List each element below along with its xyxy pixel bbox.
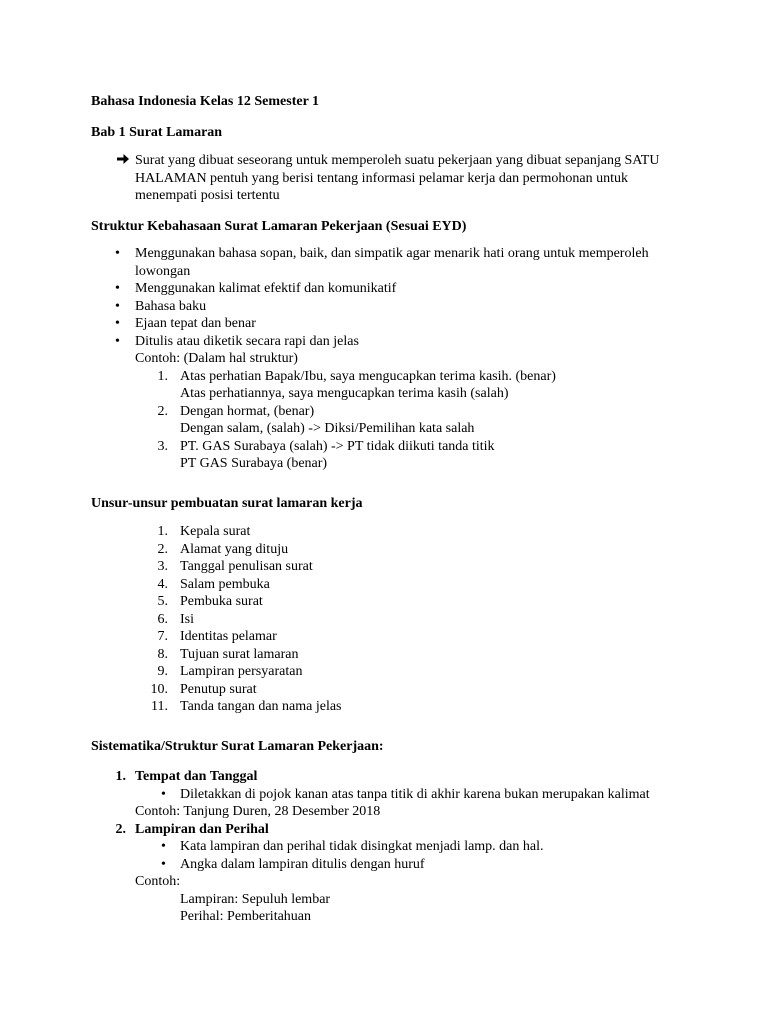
list-item-text: Angka dalam lampiran ditulis dengan huruf — [180, 856, 425, 872]
bullet-icon: • — [115, 298, 120, 314]
example-text: Dengan salam, (salah) -> Diksi/Pemilihan kata salah — [180, 421, 475, 436]
list-number: 2. — [115, 821, 126, 837]
unsur-list — [91, 523, 768, 716]
list-item — [91, 368, 768, 403]
list-item-text: Tanda tangan dan nama jelas — [180, 699, 342, 714]
sistematika-section — [91, 768, 768, 821]
list-item-text: Kata lampiran dan perihal tidak disingkat menjadi lamp. dan hal. — [180, 839, 544, 854]
list-number: 2. — [157, 403, 168, 419]
list-item-text: Tujuan surat lamaran — [180, 646, 299, 662]
example-text: PT. GAS Surabaya (salah) -> PT tidak diikuti tanda titik — [180, 438, 495, 454]
example-text: Atas perhatiannya, saya mengucapkan terima kasih (salah) — [180, 386, 509, 401]
list-item-text: Ditulis atau diketik secara rapi dan jelas — [135, 333, 359, 349]
list-number: 5. — [157, 594, 168, 609]
list-item-text: Menggunakan bahasa sopan, baik, dan simpatik agar menarik hati orang untuk memperoleh — [135, 246, 649, 261]
list-item — [91, 541, 768, 559]
section-title: Lampiran dan Perihal — [135, 821, 269, 837]
definition-line: HALAMAN pentuh yang berisi tentang informasi pelamar kerja dan permohonan untuk — [135, 170, 628, 186]
unsur-heading: Unsur-unsur pembuatan surat lamaran kerja — [91, 495, 363, 511]
right-arrow-icon — [116, 152, 130, 170]
list-item-text: Salam pembuka — [180, 576, 270, 592]
definition-line: Surat yang dibuat seseorang untuk memperoleh suatu pekerjaan yang dibuat sepanjang SATU — [135, 153, 660, 168]
contoh-item: Lampiran: Sepuluh lembar — [180, 891, 331, 907]
list-item — [91, 628, 768, 646]
list-item-text: Kepala surat — [180, 524, 251, 539]
list-item — [91, 315, 768, 333]
struktur-examples-list — [91, 368, 768, 473]
bullet-icon: • — [161, 786, 166, 802]
example-text: Atas perhatian Bapak/Ibu, saya mengucapkan terima kasih. (benar) — [180, 368, 556, 384]
list-item-text: Tanggal penulisan surat — [180, 559, 313, 574]
list-item-text: lowongan — [135, 263, 191, 279]
contoh-label: Contoh: Tanjung Duren, 28 Desember 2018 — [135, 804, 381, 819]
contoh-label: Contoh: — [135, 874, 181, 889]
list-item — [91, 280, 768, 298]
section-bullets — [135, 786, 768, 804]
list-item-text: Pembuka surat — [180, 594, 263, 609]
bullet-icon: • — [115, 246, 120, 261]
list-number: 3. — [157, 438, 168, 454]
list-item — [135, 856, 768, 874]
list-number: 10. — [150, 681, 168, 697]
section-bullets — [135, 838, 768, 873]
list-item — [91, 245, 768, 280]
list-number: 1. — [157, 524, 168, 539]
definition-line: menempati posisi tertentu — [135, 188, 280, 203]
list-number: 2. — [157, 541, 168, 557]
list-number: 9. — [157, 664, 168, 679]
sistematika-heading: Sistematika/Struktur Surat Lamaran Pekerjaan: — [91, 738, 384, 754]
list-item — [91, 558, 768, 576]
list-number: 6. — [157, 611, 168, 627]
list-item-text: Alamat yang dituju — [180, 541, 289, 557]
struktur-kebahasaan-heading: Struktur Kebahasaan Surat Lamaran Pekerjaan (Sesuai EYD) — [91, 218, 467, 234]
sistematika-section — [91, 821, 768, 926]
contoh-item: Perihal: Pemberitahuan — [180, 909, 312, 924]
list-item — [91, 438, 768, 473]
list-number: 8. — [157, 646, 168, 662]
list-item-text: Isi — [180, 611, 194, 627]
bullet-icon: • — [115, 316, 120, 331]
example-text: Dengan hormat, (benar) — [180, 403, 315, 419]
list-item-text: Diletakkan di pojok kanan atas tanpa titik di akhir karena bukan merupakan kalimat — [180, 786, 650, 802]
list-item — [91, 593, 768, 611]
list-number: 11. — [151, 699, 168, 714]
document-title: Bahasa Indonesia Kelas 12 Semester 1 — [91, 94, 320, 109]
bullet-icon: • — [161, 856, 166, 872]
list-item-text: Lampiran persyaratan — [180, 664, 303, 679]
list-item-text: Ejaan tepat dan benar — [135, 316, 256, 331]
list-item — [91, 298, 768, 316]
list-number: 1. — [115, 769, 126, 784]
struktur-kebahasaan-list — [91, 245, 768, 368]
list-number: 7. — [157, 629, 168, 644]
list-item — [91, 403, 768, 438]
list-item-text: Menggunakan kalimat efektif dan komunikatif — [135, 281, 397, 296]
list-item — [135, 838, 768, 856]
example-text: PT GAS Surabaya (benar) — [180, 456, 328, 471]
list-item — [91, 611, 768, 629]
section-title: Tempat dan Tanggal — [135, 769, 258, 784]
list-item — [91, 646, 768, 664]
list-number: 4. — [157, 576, 168, 592]
list-item — [91, 698, 768, 716]
list-item — [91, 523, 768, 541]
list-number: 3. — [157, 559, 168, 574]
list-number: 1. — [157, 368, 168, 384]
contoh-label: Contoh: (Dalam hal struktur) — [135, 351, 298, 366]
sistematika-list — [91, 768, 768, 926]
list-item-text: Penutup surat — [180, 681, 257, 697]
bullet-icon: • — [115, 333, 120, 349]
bullet-icon: • — [115, 281, 120, 296]
chapter-heading: Bab 1 Surat Lamaran — [91, 124, 223, 140]
bullet-icon: • — [161, 839, 166, 854]
definition-block — [91, 152, 695, 205]
list-item-text: Identitas pelamar — [180, 629, 277, 644]
list-item-text: Bahasa baku — [135, 298, 207, 314]
list-item — [91, 681, 768, 699]
list-item — [91, 333, 768, 368]
list-item — [135, 786, 768, 804]
list-item — [91, 576, 768, 594]
list-item — [91, 663, 768, 681]
